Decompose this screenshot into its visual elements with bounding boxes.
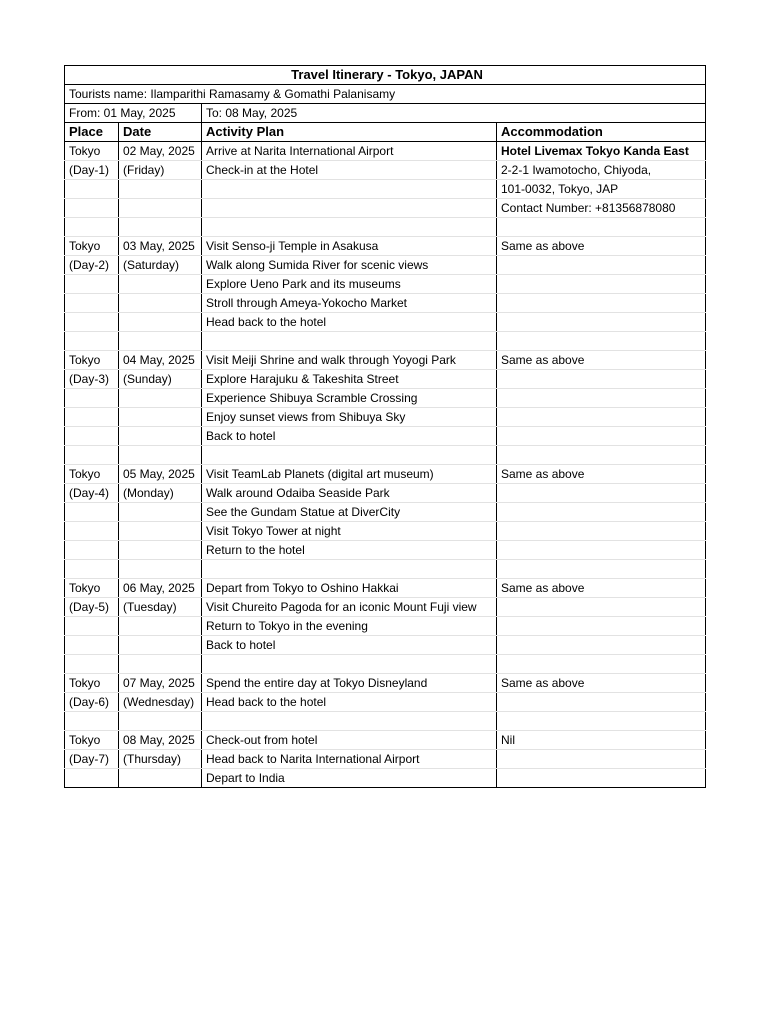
place-cell — [65, 560, 119, 579]
place-cell: Tokyo — [65, 731, 119, 750]
from-date: From: 01 May, 2025 — [65, 104, 202, 123]
itinerary-row — [65, 142, 706, 161]
accommodation-cell — [497, 769, 706, 788]
itinerary-row — [65, 484, 706, 503]
itinerary-row — [65, 180, 706, 199]
place-cell — [65, 332, 119, 351]
itinerary-row — [65, 161, 706, 180]
date-cell — [119, 503, 202, 522]
accommodation-cell — [497, 313, 706, 332]
activity-cell — [202, 560, 497, 579]
itinerary-row — [65, 541, 706, 560]
itinerary-row — [65, 712, 706, 731]
date-cell: 08 May, 2025 — [119, 731, 202, 750]
activity-cell: Spend the entire day at Tokyo Disneyland — [202, 674, 497, 693]
itinerary-row — [65, 655, 706, 674]
date-cell: (Thursday) — [119, 750, 202, 769]
itinerary-row — [65, 674, 706, 693]
date-cell: (Wednesday) — [119, 693, 202, 712]
activity-cell: Enjoy sunset views from Shibuya Sky — [202, 408, 497, 427]
place-cell — [65, 218, 119, 237]
accommodation-cell — [497, 541, 706, 560]
accommodation-cell — [497, 256, 706, 275]
place-cell — [65, 769, 119, 788]
activity-cell: Visit Senso-ji Temple in Asakusa — [202, 237, 497, 256]
date-cell — [119, 522, 202, 541]
accommodation-cell: Same as above — [497, 579, 706, 598]
itinerary-row — [65, 446, 706, 465]
accommodation-cell — [497, 408, 706, 427]
date-cell — [119, 427, 202, 446]
accommodation-cell: Same as above — [497, 237, 706, 256]
itinerary-row — [65, 560, 706, 579]
date-cell — [119, 199, 202, 218]
date-cell — [119, 655, 202, 674]
to-date: To: 08 May, 2025 — [202, 104, 706, 123]
date-cell — [119, 769, 202, 788]
activity-cell: Visit Meiji Shrine and walk through Yoyogi Park — [202, 351, 497, 370]
header-activity: Activity Plan — [202, 123, 497, 142]
place-cell: Tokyo — [65, 142, 119, 161]
activity-cell: Walk along Sumida River for scenic views — [202, 256, 497, 275]
accommodation-cell — [497, 503, 706, 522]
itinerary-row — [65, 731, 706, 750]
date-cell — [119, 712, 202, 731]
place-cell — [65, 503, 119, 522]
place-cell — [65, 617, 119, 636]
header-place: Place — [65, 123, 119, 142]
place-cell: Tokyo — [65, 237, 119, 256]
date-cell: 04 May, 2025 — [119, 351, 202, 370]
activity-cell: Check-in at the Hotel — [202, 161, 497, 180]
date-cell: (Friday) — [119, 161, 202, 180]
accommodation-cell: Same as above — [497, 351, 706, 370]
date-cell — [119, 617, 202, 636]
place-cell: (Day-2) — [65, 256, 119, 275]
itinerary-row — [65, 427, 706, 446]
activity-cell: Head back to Narita International Airport — [202, 750, 497, 769]
date-cell: (Saturday) — [119, 256, 202, 275]
itinerary-row — [65, 750, 706, 769]
accommodation-cell: 101-0032, Tokyo, JAP — [497, 180, 706, 199]
itinerary-row — [65, 275, 706, 294]
place-cell: (Day-6) — [65, 693, 119, 712]
accommodation-cell: Contact Number: +81356878080 — [497, 199, 706, 218]
accommodation-cell — [497, 275, 706, 294]
place-cell: Tokyo — [65, 465, 119, 484]
activity-cell — [202, 218, 497, 237]
date-cell — [119, 332, 202, 351]
itinerary-row — [65, 237, 706, 256]
place-cell — [65, 446, 119, 465]
date-cell: 05 May, 2025 — [119, 465, 202, 484]
place-cell — [65, 389, 119, 408]
date-cell — [119, 541, 202, 560]
accommodation-cell: Nil — [497, 731, 706, 750]
activity-cell: Check-out from hotel — [202, 731, 497, 750]
date-cell — [119, 180, 202, 199]
itinerary-row — [65, 617, 706, 636]
itinerary-row — [65, 294, 706, 313]
accommodation-cell — [497, 636, 706, 655]
place-cell: (Day-4) — [65, 484, 119, 503]
accommodation-cell — [497, 332, 706, 351]
itinerary-row — [65, 370, 706, 389]
accommodation-cell — [497, 750, 706, 769]
place-cell — [65, 522, 119, 541]
accommodation-cell — [497, 598, 706, 617]
date-cell: (Sunday) — [119, 370, 202, 389]
place-cell — [65, 541, 119, 560]
place-cell — [65, 180, 119, 199]
accommodation-cell — [497, 522, 706, 541]
activity-cell: Return to Tokyo in the evening — [202, 617, 497, 636]
activity-cell: Explore Ueno Park and its museums — [202, 275, 497, 294]
itinerary-row — [65, 465, 706, 484]
date-cell — [119, 446, 202, 465]
activity-cell: Visit Chureito Pagoda for an iconic Mount Fuji view — [202, 598, 497, 617]
activity-cell: Return to the hotel — [202, 541, 497, 560]
place-cell — [65, 294, 119, 313]
tourists-name: Tourists name: Ilamparithi Ramasamy & Gomathi Palanisamy — [65, 85, 706, 104]
activity-cell: Back to hotel — [202, 636, 497, 655]
itinerary-row — [65, 636, 706, 655]
activity-cell: Walk around Odaiba Seaside Park — [202, 484, 497, 503]
accommodation-cell: Hotel Livemax Tokyo Kanda East — [497, 142, 706, 161]
date-cell: 06 May, 2025 — [119, 579, 202, 598]
accommodation-cell — [497, 446, 706, 465]
itinerary-row — [65, 579, 706, 598]
accommodation-cell — [497, 370, 706, 389]
activity-cell: Depart to India — [202, 769, 497, 788]
date-cell: 07 May, 2025 — [119, 674, 202, 693]
itinerary-title: Travel Itinerary - Tokyo, JAPAN — [65, 66, 706, 85]
itinerary-row — [65, 389, 706, 408]
place-cell — [65, 712, 119, 731]
itinerary-row — [65, 256, 706, 275]
accommodation-cell: Same as above — [497, 674, 706, 693]
activity-cell: Experience Shibuya Scramble Crossing — [202, 389, 497, 408]
date-cell — [119, 275, 202, 294]
place-cell: (Day-7) — [65, 750, 119, 769]
itinerary-table — [64, 65, 706, 788]
accommodation-cell — [497, 655, 706, 674]
place-cell — [65, 313, 119, 332]
date-cell: (Monday) — [119, 484, 202, 503]
date-cell — [119, 560, 202, 579]
accommodation-cell — [497, 484, 706, 503]
place-cell — [65, 636, 119, 655]
header-date: Date — [119, 123, 202, 142]
activity-cell: Depart from Tokyo to Oshino Hakkai — [202, 579, 497, 598]
place-cell — [65, 408, 119, 427]
activity-cell: Visit Tokyo Tower at night — [202, 522, 497, 541]
accommodation-cell — [497, 560, 706, 579]
activity-cell — [202, 332, 497, 351]
activity-cell: Arrive at Narita International Airport — [202, 142, 497, 161]
activity-cell — [202, 655, 497, 674]
activity-cell: Explore Harajuku & Takeshita Street — [202, 370, 497, 389]
itinerary-row — [65, 332, 706, 351]
date-cell: (Tuesday) — [119, 598, 202, 617]
date-cell — [119, 294, 202, 313]
date-cell: 03 May, 2025 — [119, 237, 202, 256]
activity-cell: Head back to the hotel — [202, 693, 497, 712]
accommodation-cell: Same as above — [497, 465, 706, 484]
date-cell — [119, 218, 202, 237]
itinerary-row — [65, 769, 706, 788]
activity-cell: Head back to the hotel — [202, 313, 497, 332]
itinerary-row — [65, 503, 706, 522]
activity-cell — [202, 712, 497, 731]
place-cell — [65, 427, 119, 446]
place-cell — [65, 199, 119, 218]
activity-cell — [202, 446, 497, 465]
activity-cell — [202, 199, 497, 218]
date-cell — [119, 389, 202, 408]
activity-cell: Back to hotel — [202, 427, 497, 446]
accommodation-cell — [497, 389, 706, 408]
itinerary-row — [65, 598, 706, 617]
itinerary-row — [65, 693, 706, 712]
date-cell — [119, 313, 202, 332]
place-cell — [65, 655, 119, 674]
date-cell: 02 May, 2025 — [119, 142, 202, 161]
accommodation-cell: 2-2-1 Iwamotocho, Chiyoda, — [497, 161, 706, 180]
accommodation-cell — [497, 693, 706, 712]
activity-cell — [202, 180, 497, 199]
activity-cell: See the Gundam Statue at DiverCity — [202, 503, 497, 522]
accommodation-cell — [497, 427, 706, 446]
header-accommodation: Accommodation — [497, 123, 706, 142]
date-cell — [119, 408, 202, 427]
itinerary-row — [65, 313, 706, 332]
date-cell — [119, 636, 202, 655]
place-cell: Tokyo — [65, 579, 119, 598]
accommodation-cell — [497, 218, 706, 237]
place-cell: (Day-1) — [65, 161, 119, 180]
activity-cell: Stroll through Ameya-Yokocho Market — [202, 294, 497, 313]
itinerary-row — [65, 199, 706, 218]
accommodation-cell — [497, 712, 706, 731]
itinerary-row — [65, 218, 706, 237]
place-cell: Tokyo — [65, 674, 119, 693]
activity-cell: Visit TeamLab Planets (digital art museum) — [202, 465, 497, 484]
accommodation-cell — [497, 294, 706, 313]
itinerary-row — [65, 408, 706, 427]
place-cell — [65, 275, 119, 294]
accommodation-cell — [497, 617, 706, 636]
place-cell: (Day-3) — [65, 370, 119, 389]
place-cell: Tokyo — [65, 351, 119, 370]
itinerary-row — [65, 351, 706, 370]
place-cell: (Day-5) — [65, 598, 119, 617]
itinerary-row — [65, 522, 706, 541]
